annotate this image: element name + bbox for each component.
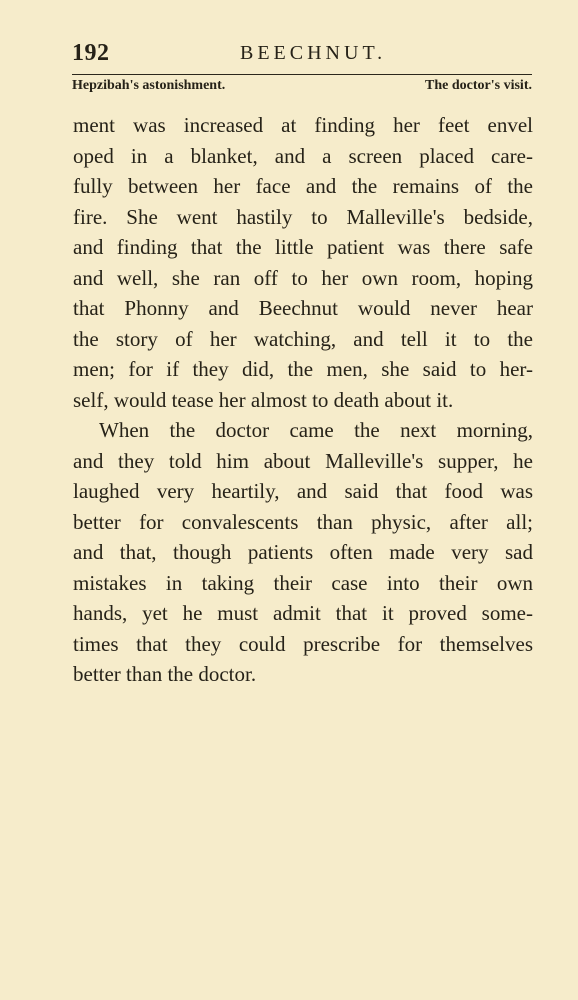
text-line: and finding that the little patient was there safe: [73, 235, 533, 259]
text-line: better for convalescents than physic, after all;: [73, 509, 533, 534]
running-head: [72, 38, 534, 72]
text-line: and that, though patients often made very sad: [73, 540, 533, 564]
left-subhead: Hepzibah's astonishment.: [72, 78, 226, 93]
book-title: BEECHNUT.: [240, 42, 387, 64]
text-line: hands, yet he must admit that it proved some-: [73, 601, 533, 625]
text-line: better than the doctor.: [73, 662, 257, 686]
text-line: oped in a blanket, and a screen placed care-: [73, 143, 533, 168]
header-rule: [72, 74, 532, 75]
right-subhead: The doctor's visit.: [425, 78, 532, 93]
text-line: ment was increased at finding her feet envel: [73, 113, 533, 137]
paragraph-1: [73, 110, 533, 415]
text-line: laughed very heartily, and said that food was: [73, 479, 533, 503]
text-line: When the doctor came the next morning,: [99, 418, 533, 442]
text-line: the story of her watching, and tell it to the: [73, 326, 533, 351]
text-line: fully between her face and the remains of the: [73, 174, 533, 198]
text-line: men; for if they did, the men, she said to her-: [73, 357, 533, 381]
text-line: that Phonny and Beechnut would never hear: [73, 296, 533, 320]
paragraph-2: [73, 415, 533, 690]
text-line: self, would tease her almost to death about it.: [73, 387, 454, 412]
text-line: times that they could prescribe for themselves: [73, 631, 533, 656]
body-text: [73, 110, 533, 690]
text-line: fire. She went hastily to Malleville's bedside,: [73, 204, 533, 229]
text-line: and they told him about Malleville's supper, he: [73, 448, 533, 473]
page-number: 192: [72, 40, 110, 66]
text-line: and well, she ran off to her own room, hoping: [73, 265, 533, 290]
subheads: [72, 78, 532, 98]
text-line: mistakes in taking their case into their own: [73, 570, 533, 595]
